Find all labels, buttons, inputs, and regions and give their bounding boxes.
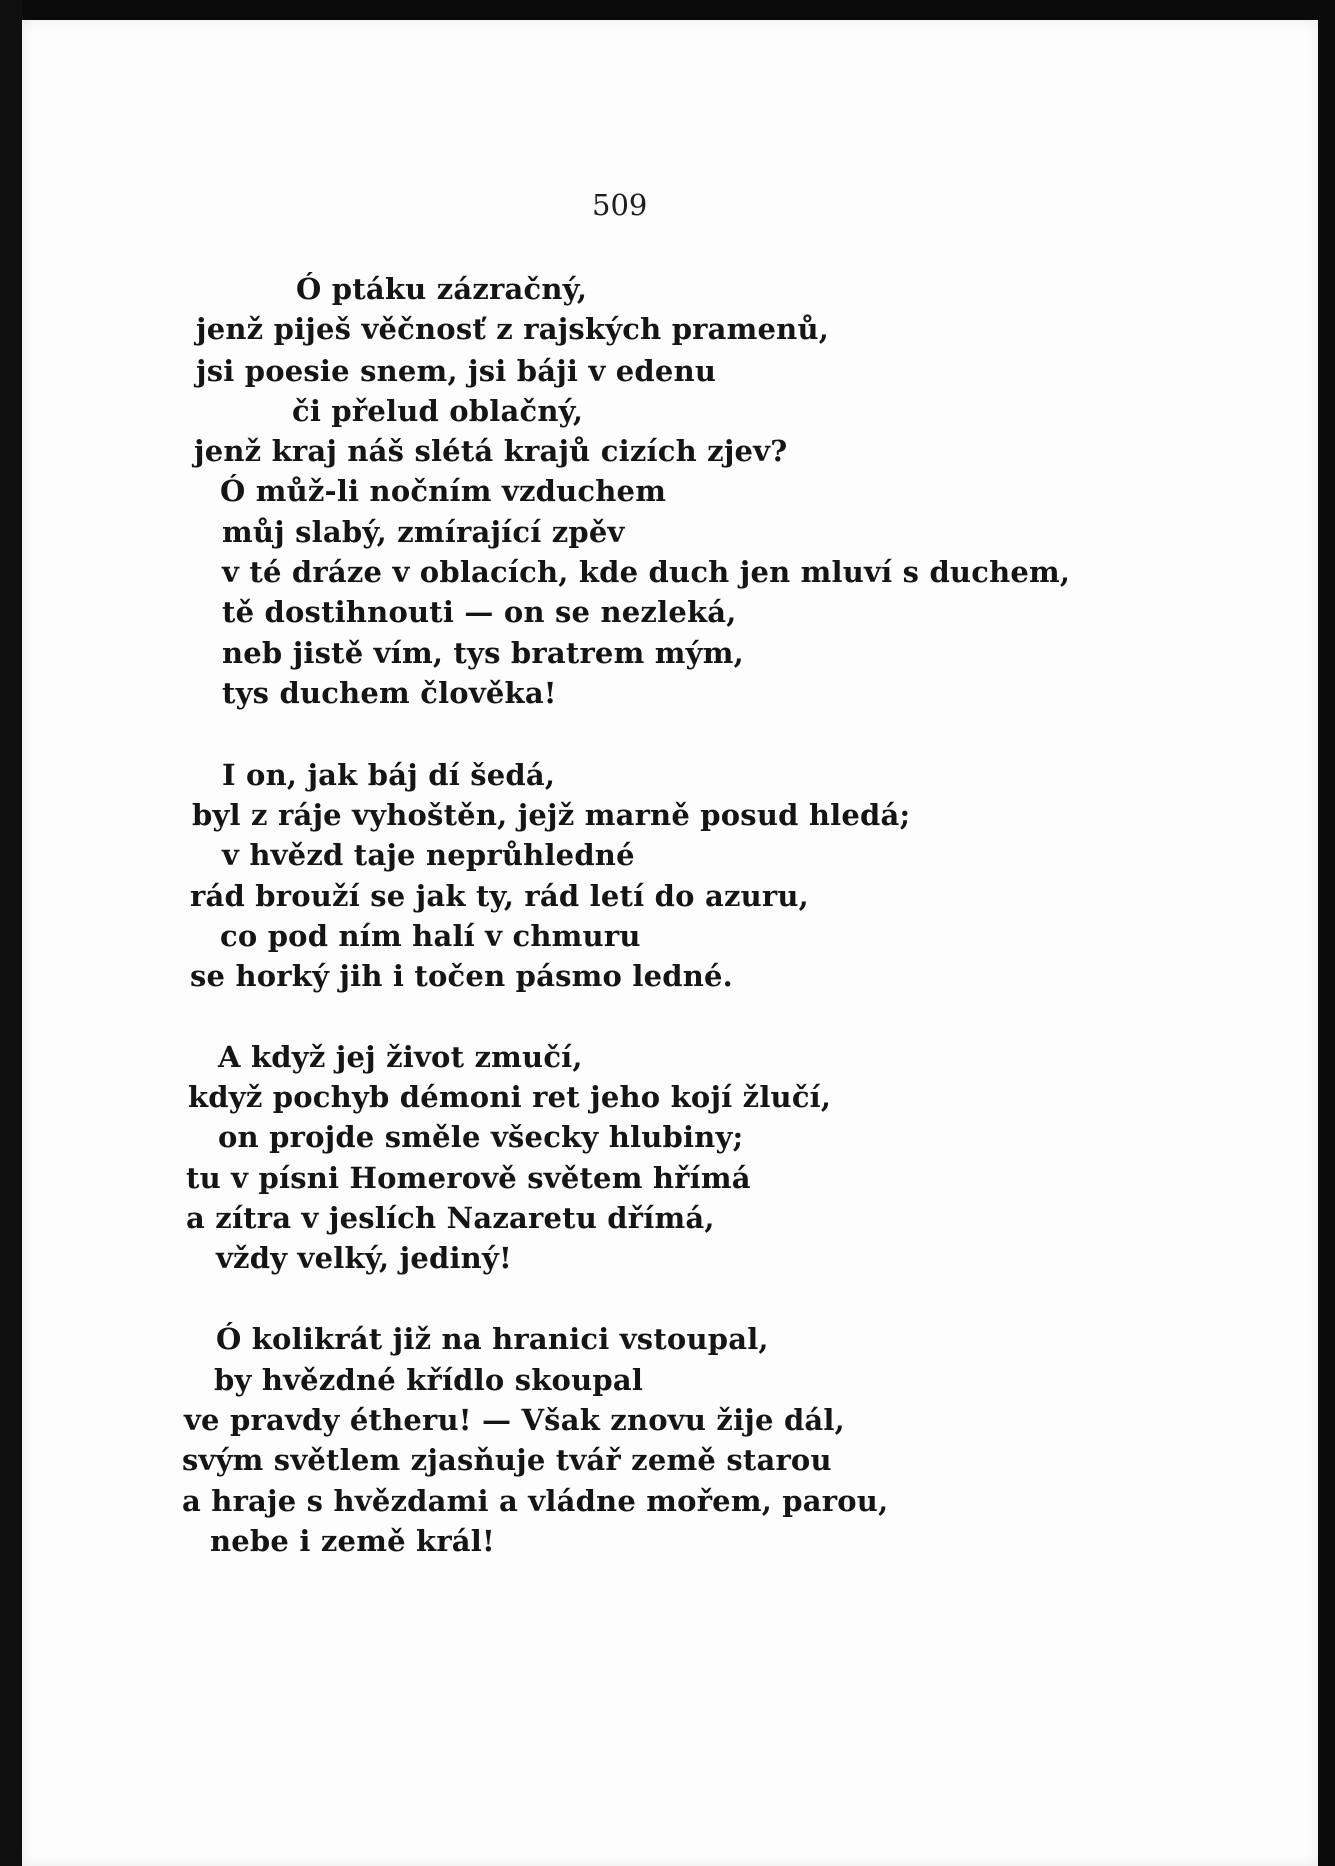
poem-line: on projde směle všecky hlubiny; bbox=[218, 1120, 744, 1154]
poem-line: Ó můž-li nočním vzduchem bbox=[220, 474, 667, 508]
poem-line: a hraje s hvězdami a vládne mořem, parou, bbox=[182, 1484, 889, 1518]
poem-line: vždy velký, jediný! bbox=[216, 1241, 512, 1275]
poem-line: tě dostihnouti — on se nezleká, bbox=[222, 595, 737, 629]
poem-line: Ó kolikrát již na hranici vstoupal, bbox=[216, 1322, 769, 1356]
poem-line: A když jej život zmučí, bbox=[218, 1040, 583, 1074]
book-page bbox=[22, 20, 1318, 1866]
scan-border bbox=[0, 0, 22, 1866]
poem-line: I on, jak báj dí šedá, bbox=[222, 758, 556, 792]
poem-line: či přelud oblačný, bbox=[292, 394, 584, 428]
poem-line: jsi poesie snem, jsi báji v edenu bbox=[196, 354, 717, 388]
poem-line: jenž kraj náš slétá krajů cizích zjev? bbox=[194, 434, 788, 468]
poem-line: tys duchem člověka! bbox=[222, 676, 557, 710]
poem-line: Ó ptáku zázračný, bbox=[296, 272, 588, 306]
poem-line: můj slabý, zmírající zpěv bbox=[222, 515, 625, 549]
poem-line: jenž piješ věčnosť z rajských pramenů, bbox=[196, 312, 830, 346]
poem-line: nebe i země král! bbox=[210, 1524, 495, 1558]
poem-line: a zítra v jeslích Nazaretu dřímá, bbox=[186, 1201, 715, 1235]
poem-line: tu v písni Homerově světem hřímá bbox=[186, 1161, 751, 1195]
poem-line: se horký jih i točen pásmo ledné. bbox=[190, 959, 733, 993]
poem-line: v té dráze v oblacích, kde duch jen mluví s duchem, bbox=[222, 555, 1071, 589]
poem-line: by hvězdné křídlo skoupal bbox=[214, 1363, 644, 1397]
poem-line: ve pravdy étheru! — Však znovu žije dál, bbox=[184, 1403, 845, 1437]
poem-line: svým světlem zjasňuje tvář země starou bbox=[182, 1443, 832, 1477]
poem-line: rád brouží se jak ty, rád letí do azuru, bbox=[190, 879, 809, 913]
poem-line: co pod ním halí v chmuru bbox=[220, 919, 641, 953]
page-number: 509 bbox=[592, 188, 648, 222]
poem-line: byl z ráje vyhoštěn, jejž marně posud hledá; bbox=[192, 798, 911, 832]
poem-line: neb jistě vím, tys bratrem mým, bbox=[222, 636, 744, 670]
poem-line: v hvězd taje neprůhledné bbox=[222, 838, 635, 872]
poem-line: když pochyb démoni ret jeho kojí žlučí, bbox=[188, 1080, 832, 1114]
